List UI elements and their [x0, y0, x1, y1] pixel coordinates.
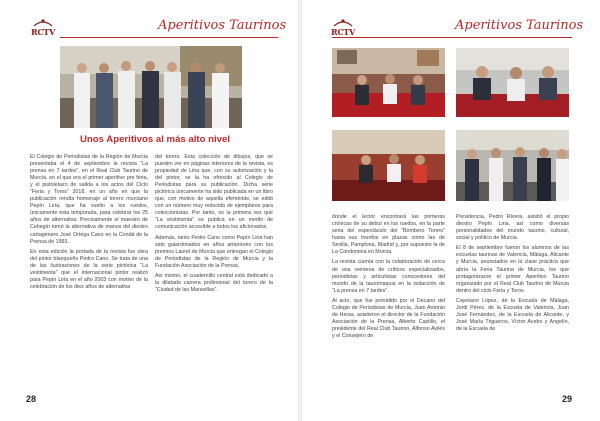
paragraph: El 8 de septiembre fueron los alumnos de las escuelas taurinas de Valencia, Málaga, Alicante y Murcia, anunciados en la clase práctica que abría la Feria Taurina de Murcia, los que protagonizaron el primer Aperitivo Taurino organizado por el Real Club Taurino de Murcia dentro del ciclo Feria y Toros. — [456, 245, 569, 294]
paragraph: En esta edición la portada de la revista fue obra del pintor blanqueño Pedro Cano. Se trata de una de las ilustraciones de la serie pictórica “La vestimenta” que el internacional pintor realizó para Pepín Liria en el año 2003 con motivo de la celebración de los diez años de alternativa — [30, 248, 148, 291]
paragraph: Así mismo, el cuadernillo central está dedicado a la dilatada carrera profesional del torero de la “Ciudad de las Maravillas”. — [155, 273, 273, 294]
right-page — [302, 0, 600, 421]
paragraph: Además, tanto Pedro Cano como Pepín Liria han sido galardonados en años anteriores con los premios Laurel de Murcia que entregan el Colegio de Periodistas de la Región de Murcia y la Fundación Asociación de la Prensa. — [155, 234, 273, 269]
header-rule — [60, 37, 278, 38]
photo-top-left — [332, 48, 445, 117]
left-column-1 — [30, 154, 148, 294]
article-title: Unos Aperitivos al más alto nivel — [80, 134, 230, 145]
club-logo — [30, 18, 56, 42]
photo-top-right — [456, 48, 569, 117]
left-column-2 — [155, 154, 273, 297]
paragraph: El Colegio de Periodistas de la Región de Murcia presentaba el 4 de septiembre la revista “La prensa en 7 tardes”, en el Real Club Taurino de Murcia, en el que era el primer aperitivo pre feria, y el pistoletazo de salida a los actos del Ciclo “Feria y Toros” 2018, en un año en que la publicación rendía homenaje al torero murciano Pepín Liria, que ha vuelto a los ruedos, únicamente esta temporada, para celebrar los 25 años de alternativa. Precisamente el maestro de Cehegín tomó la alternativa de manos del diestro cartagenero José Ortega Cano en la Condá de la Prensa de 1993. — [30, 154, 148, 245]
paragraph: Al acto, que fue presidido por el Decano del Colegio de Periodistas de Murcia, Juan Antonio de Heras, asistieron el director de la Fundación Asociación de la Prensa, Alberto Castillo, el presidente del Real Club Taurino, Alfonso Avilés y el Consejero de — [332, 297, 445, 340]
logo-text: RCTV — [331, 27, 355, 37]
photo-bottom-left — [332, 130, 445, 201]
logo-text: RCTV — [31, 27, 55, 37]
header-rule — [332, 37, 572, 38]
photo-bottom-right — [456, 130, 569, 201]
right-column-2 — [456, 214, 569, 336]
left-page — [0, 0, 298, 421]
header-title: Aperitivos Taurinos — [158, 18, 287, 33]
paragraph: del torero. Esta colección de dibujos, que se pueden ver en páginas interiores de la revista, es propiedad de Liria que, con su autorización y la del pintor, se la ha ofrecido al Colegio de Periodistas para su publicación. Dicha serie pictórica únicamente ha sido publicada en un libro que, con motivo de aquella efeméride, se editó con un número muy reducido de ejemplares para coleccionistas. Por tanto, es la primera vez que “La vestimenta” se publica en un medio de comunicación accesible a todos los aficionados. — [155, 154, 273, 231]
paragraph: Cayetano López, de la Escuela de Málaga, Jordi Pérez, de la Escuela de Valencia, Juan José Fernández, de la Escuela de Alicante, y José María Trigueros, Víctor Acebo y Angelín, de la Escuela de — [456, 297, 569, 333]
paragraph: La revista cuenta con la colaboración de cerca de una veintena de críticos especializados, periodistas y articulistas conocedores del mundo de la tauromaquia en la redacción de “La prensa en 7 tardes”. — [332, 259, 445, 294]
club-logo — [330, 18, 356, 42]
group-photo — [60, 46, 242, 128]
header-title: Aperitivos Taurinos — [455, 18, 584, 33]
right-column-1 — [332, 214, 445, 343]
paragraph: Presidencia, Pedro Rivera, asistió el propio diestro Pepín Liria, así como diversas personalidades del mundo taurino, cultural, social y político de Murcia. — [456, 214, 569, 242]
page-number: 29 — [562, 394, 573, 404]
paragraph: donde el lector encontrará las primeras crónicas de su debut en los ruedos, en la parte seria del espectáculo del “Bombero Torero” hasta sus triunfos en plazas como las de Sevilla, Pamplona, Madrid y, por supuesto la de La Condomina en Murcia. — [332, 214, 445, 256]
page-number: 28 — [26, 394, 37, 404]
